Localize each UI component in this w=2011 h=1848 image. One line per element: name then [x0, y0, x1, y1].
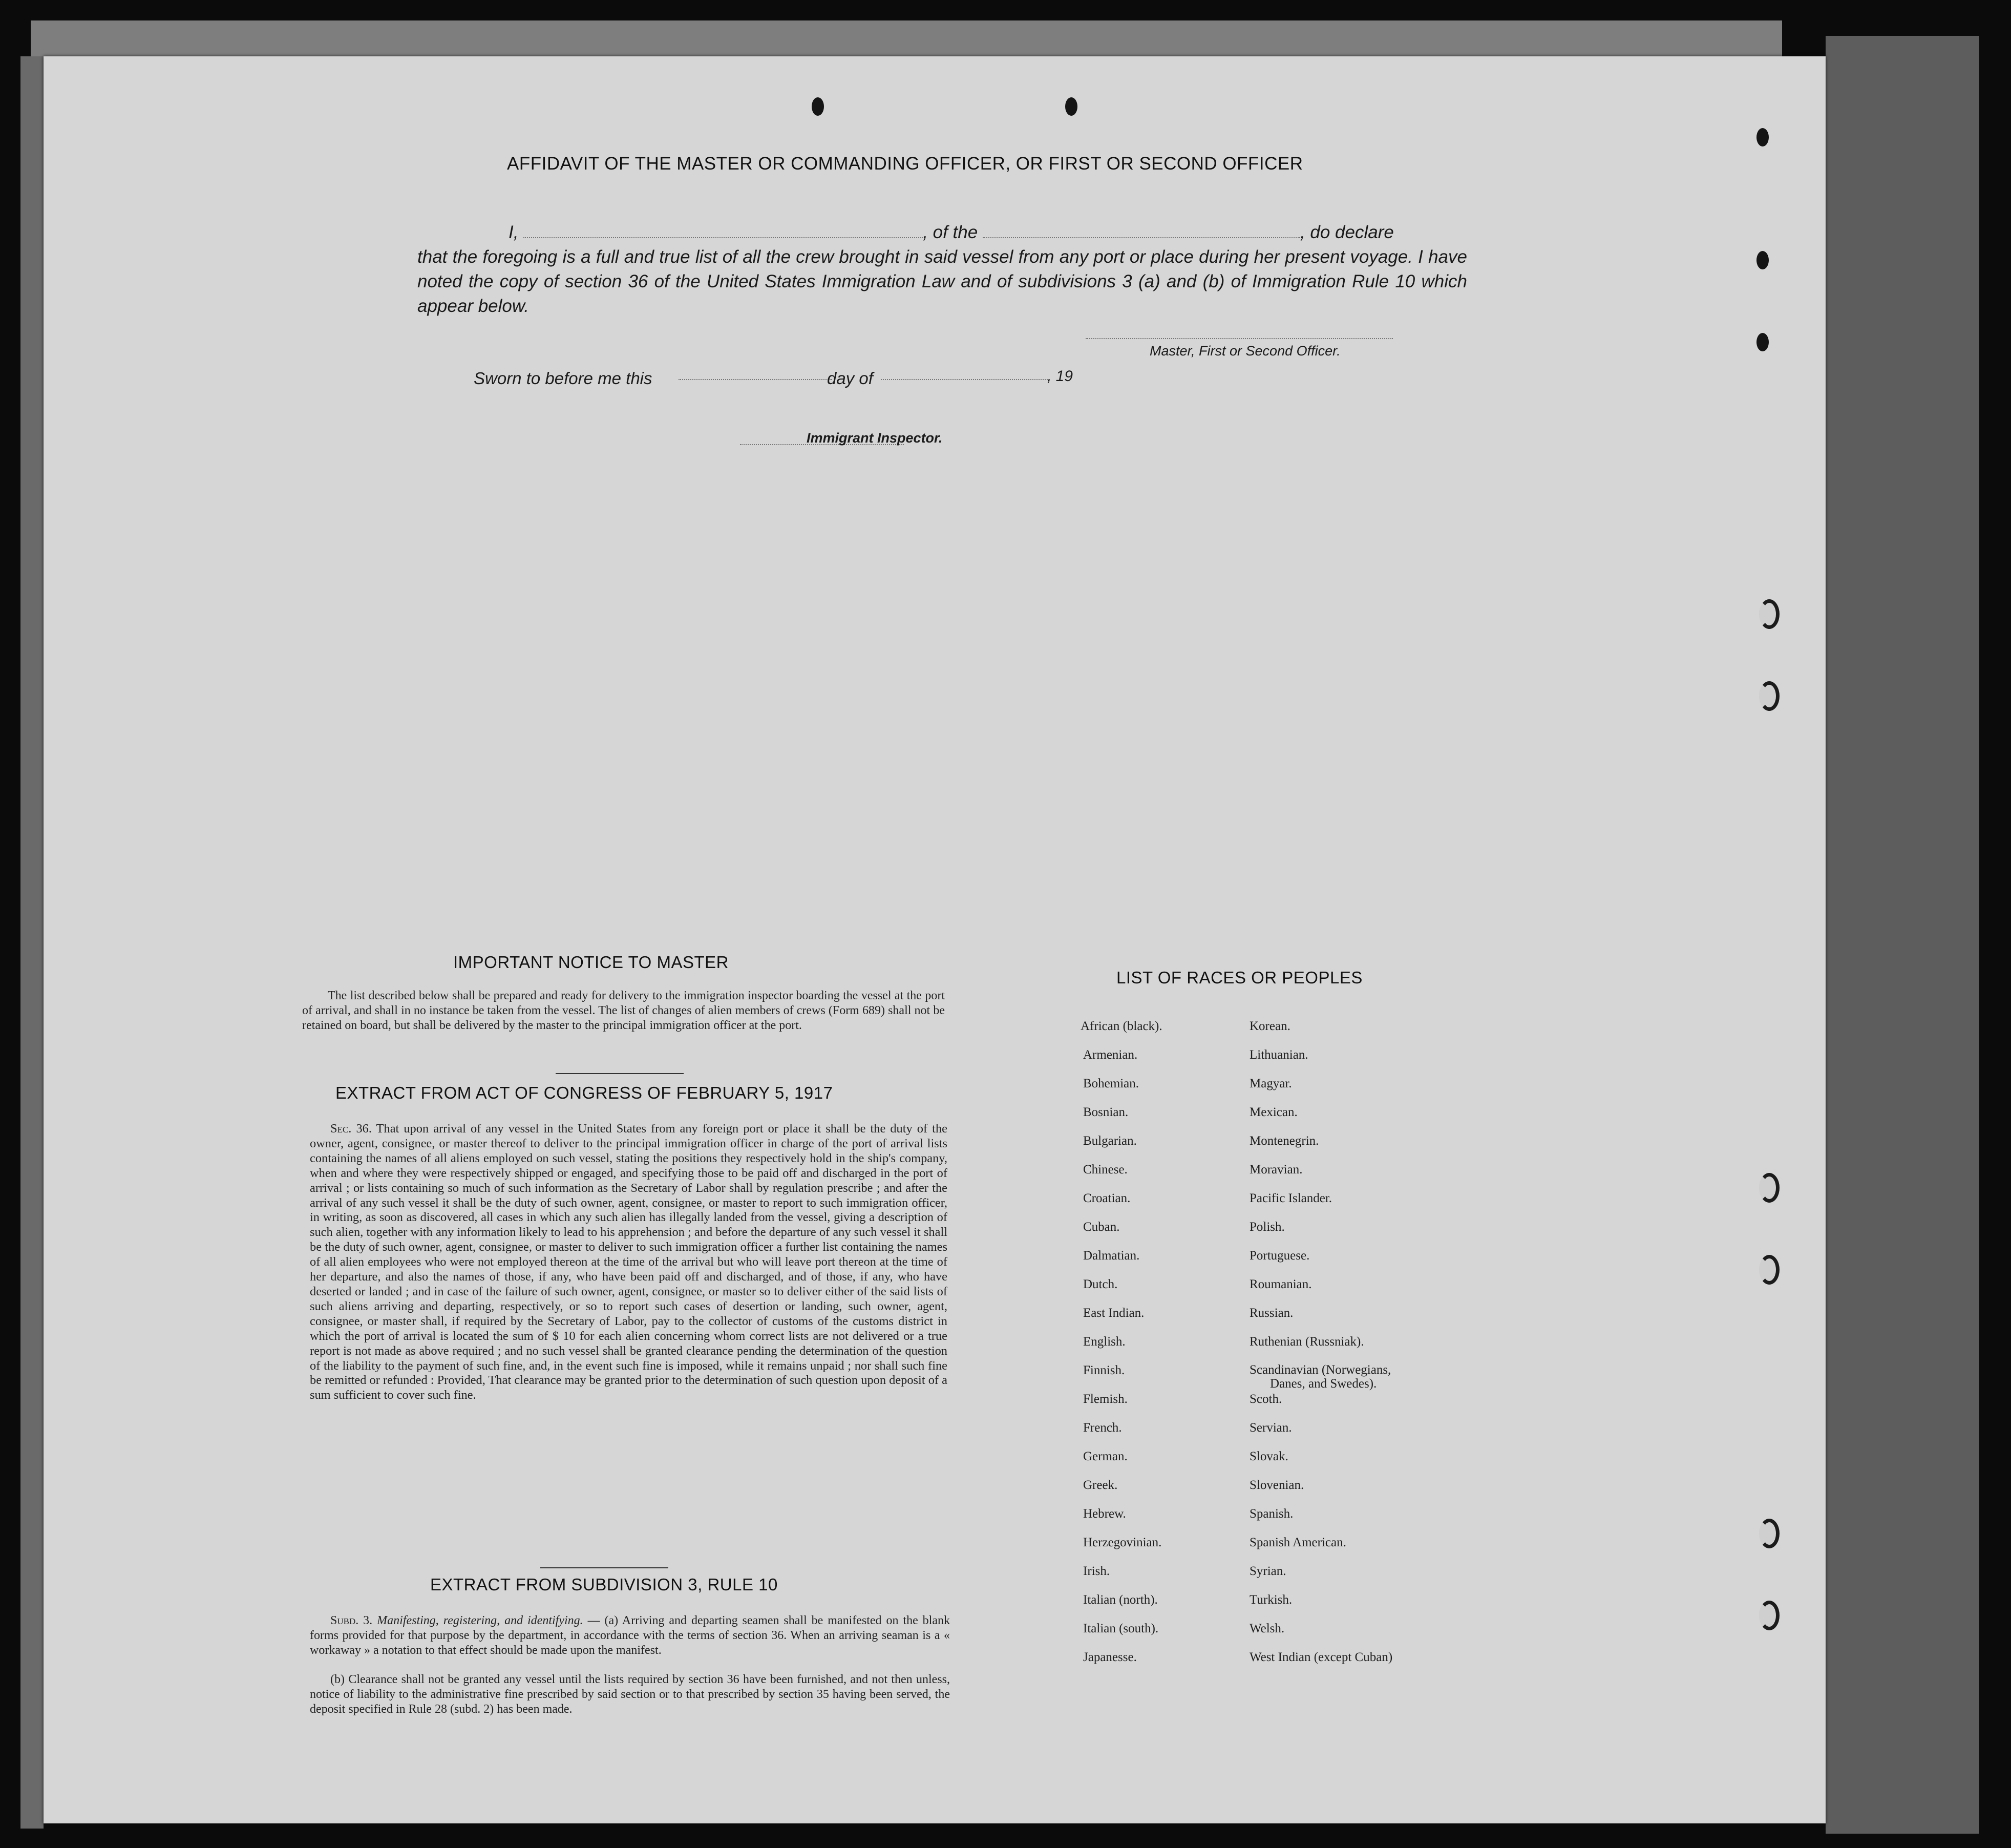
race-item: Lithuanian.: [1250, 1048, 1308, 1062]
page-stack-edge: [20, 56, 44, 1829]
act-extract-text: [310, 1122, 947, 1403]
punch-hole: [812, 97, 824, 116]
race-item: Bohemian.: [1083, 1077, 1139, 1090]
race-item: Turkish.: [1250, 1593, 1293, 1607]
subdivision-para-b: (b) Clearance shall not be granted any vessel until the lists required by section 36 have been furnished, and not then unless, notice of liability to the administrative fine prescribed by said section or to that prescribed by section 35 having been served, the deposit specified in Rule 28 (subd. 2) has been made.: [310, 1673, 950, 1716]
race-item: Dalmatian.: [1083, 1249, 1140, 1263]
subdivision-label: Subd. 3.: [330, 1614, 373, 1627]
binder-ring: [1759, 1601, 1780, 1630]
race-item: Italian (north).: [1083, 1593, 1158, 1607]
race-item: Bulgarian.: [1083, 1134, 1137, 1148]
race-item: Slovenian.: [1250, 1478, 1304, 1492]
race-item: Scandinavian (Norwegians,: [1250, 1363, 1391, 1377]
day-of-label: day of: [827, 369, 873, 388]
race-item: Dutch.: [1083, 1277, 1118, 1291]
sworn-month-fill-line: [881, 378, 1050, 380]
race-item: Italian (south).: [1083, 1622, 1159, 1635]
race-item: African (black).: [1081, 1019, 1162, 1033]
race-item: Moravian.: [1250, 1163, 1303, 1177]
rule-extract-text-a: [310, 1613, 950, 1658]
year-label: , 19: [1047, 368, 1073, 385]
rule-extract-title: EXTRACT FROM SUBDIVISION 3, RULE 10: [430, 1575, 778, 1594]
race-item: Spanish.: [1250, 1507, 1294, 1521]
race-item: Hebrew.: [1083, 1507, 1126, 1521]
race-item: Danes, and Swedes).: [1270, 1377, 1377, 1391]
binder-ring: [1759, 1173, 1780, 1203]
race-item: Cuban.: [1083, 1220, 1120, 1234]
race-item: Portuguese.: [1250, 1249, 1310, 1263]
name-fill-line: [523, 222, 923, 238]
manifest-page: [44, 56, 1826, 1823]
race-item: Greek.: [1083, 1478, 1118, 1492]
race-item: Polish.: [1250, 1220, 1285, 1234]
race-item: Croatian.: [1083, 1191, 1131, 1205]
race-item: Spanish American.: [1250, 1536, 1346, 1549]
subdivision-para-a: — (a) Arriving and departing seamen shall be manifested on the blank forms provided for that purpose by the department, in accordance with the terms of section 36. When an arriving seaman is a « workaway » a notation to that effect should be made upon the manifest.: [310, 1614, 950, 1657]
race-item: Ruthenian (Russniak).: [1250, 1335, 1364, 1349]
race-item: Finnish.: [1083, 1363, 1125, 1377]
race-item: German.: [1083, 1450, 1128, 1463]
section-36-label: Sec. 36.: [330, 1122, 372, 1136]
race-item: Bosnian.: [1083, 1105, 1129, 1119]
subdivision-heading: Manifesting, registering, and identifying.: [377, 1614, 583, 1627]
affidavit-declare: , do declare: [1300, 222, 1394, 242]
race-item: Magyar.: [1250, 1077, 1292, 1090]
adjacent-page-strip: [1826, 36, 1979, 1834]
inspector-label: Immigrant Inspector.: [807, 430, 943, 446]
race-item: Irish.: [1083, 1564, 1110, 1578]
race-item: Scoth.: [1250, 1392, 1282, 1406]
race-item: Russian.: [1250, 1306, 1294, 1320]
act-extract-title: EXTRACT FROM ACT OF CONGRESS OF FEBRUARY 5, 1917: [335, 1083, 833, 1102]
binder-ring: [1759, 681, 1780, 711]
page-stack-edge: [31, 20, 1782, 56]
affidavit-of-the: , of the: [923, 222, 978, 242]
race-item: Armenian.: [1083, 1048, 1138, 1062]
punch-hole: [1756, 251, 1769, 269]
races-title: LIST OF RACES OR PEOPLES: [1116, 968, 1363, 987]
affidavit-i: I,: [509, 222, 519, 242]
race-item: East Indian.: [1083, 1306, 1145, 1320]
punch-hole: [1756, 333, 1769, 351]
race-item: Herzegovinian.: [1083, 1536, 1162, 1549]
race-item: Montenegrin.: [1250, 1134, 1319, 1148]
race-item: Chinese.: [1083, 1163, 1128, 1177]
race-item: French.: [1083, 1421, 1122, 1435]
binder-ring: [1759, 1255, 1780, 1285]
binder-ring: [1759, 599, 1780, 629]
race-item: English.: [1083, 1335, 1126, 1349]
affidavit-title: AFFIDAVIT OF THE MASTER OR COMMANDING OFFICER, OR FIRST OR SECOND OFFICER: [507, 154, 1303, 174]
punch-hole: [1756, 128, 1769, 146]
signer-label: Master, First or Second Officer.: [1150, 343, 1341, 359]
race-item: Mexican.: [1250, 1105, 1298, 1119]
notice-title: IMPORTANT NOTICE TO MASTER: [453, 953, 729, 972]
section-36-text: That upon arrival of any vessel in the United States from any foreign port or place it shall be the duty of the owner, agent, consignee, or master thereof to deliver to the principal immigration officer in charge of the port of arrival lists containing the names of all aliens employed on such vessel, stating the positions they respectively hold in the ship's company, when and where they were respectively shipped or engaged, and specifying those to be paid off and discharged in the port of arrival ; or lists containing so much of such information as the Secretary of Labor shall by regulation prescribe ; and after the arrival of any such vessel it shall be the duty of such owner, agent, consignee, or master to report to such immigration officer, in writing, as soon as discovered, all cases in which any such alien has illegally landed from the vessel, giving a description of such alien, together with any information likely to lead to his apprehension ; and before the departure of any such vessel it shall be the duty of such owner, agent, consignee, or master to deliver to such immigration officer a further list containing the names of all alien employees who were not employed thereon at the time of the arrival but who will leave port thereon at the time of her departure, and also the names of those, if any, who have been paid off and discharged, and of those, if any, who have deserted or landed ; and in case of the failure of such owner, agent, consignee, or master so to deliver either of the said lists of such aliens arriving and departing, respectively, or so to report such cases of desertion or landing, such owner, agent, consignee, or master shall, if required by the Secretary of Labor, pay to the collector of customs of the customs district in which the port of arrival is located the sum of $ 10 for each alien concerning whom correct lists are not delivered or a true report is not made as above required ; and no such vessel shall be granted clearance pending the determination of the question of the liability to the payment of such fine, and, in the event such fine is imposed, while it remains unpaid ; nor shall such fine be remitted or refunded : Provided, That clearance may be granted prior to the determination of such question upon deposit of a sum sufficient to cover such fine.: [310, 1122, 947, 1402]
race-item: Japanesse.: [1083, 1650, 1137, 1664]
race-item: Slovak.: [1250, 1450, 1288, 1463]
vessel-fill-line: [983, 222, 1300, 238]
sworn-day-fill-line: [679, 378, 832, 380]
affidavit-declaration: [417, 220, 1467, 319]
notice-text: The list described below shall be prepared and ready for delivery to the immigration inspector boarding the vessel at the port of arrival, and shall in no instance be taken from the vessel. The list of changes of alien members of crews (Form 689) shall not be retained on board, but shall be delivered by the master to the principal immigration officer at the port.: [302, 989, 945, 1032]
section-divider: [540, 1567, 668, 1568]
race-item: Pacific Islander.: [1250, 1191, 1332, 1205]
race-item: Roumanian.: [1250, 1277, 1312, 1291]
race-item: Syrian.: [1250, 1564, 1286, 1578]
race-item: Servian.: [1250, 1421, 1292, 1435]
section-divider: [556, 1073, 684, 1074]
signature-fill-line: [1086, 337, 1393, 339]
punch-hole: [1065, 97, 1077, 116]
affidavit-body-text: that the foregoing is a full and true list of all the crew brought in said vessel from any port or place during her present voyage. I have noted the copy of section 36 of the United States Immigration Law and of subdivisions 3 (a) and (b) of Immigration Rule 10 which appear below.: [417, 247, 1467, 316]
sworn-label: Sworn to before me this: [474, 369, 652, 388]
race-item: Welsh.: [1250, 1622, 1285, 1635]
race-item: West Indian (except Cuban): [1250, 1650, 1393, 1664]
race-item: Korean.: [1250, 1019, 1290, 1033]
race-item: Flemish.: [1083, 1392, 1128, 1406]
binder-ring: [1759, 1519, 1780, 1548]
